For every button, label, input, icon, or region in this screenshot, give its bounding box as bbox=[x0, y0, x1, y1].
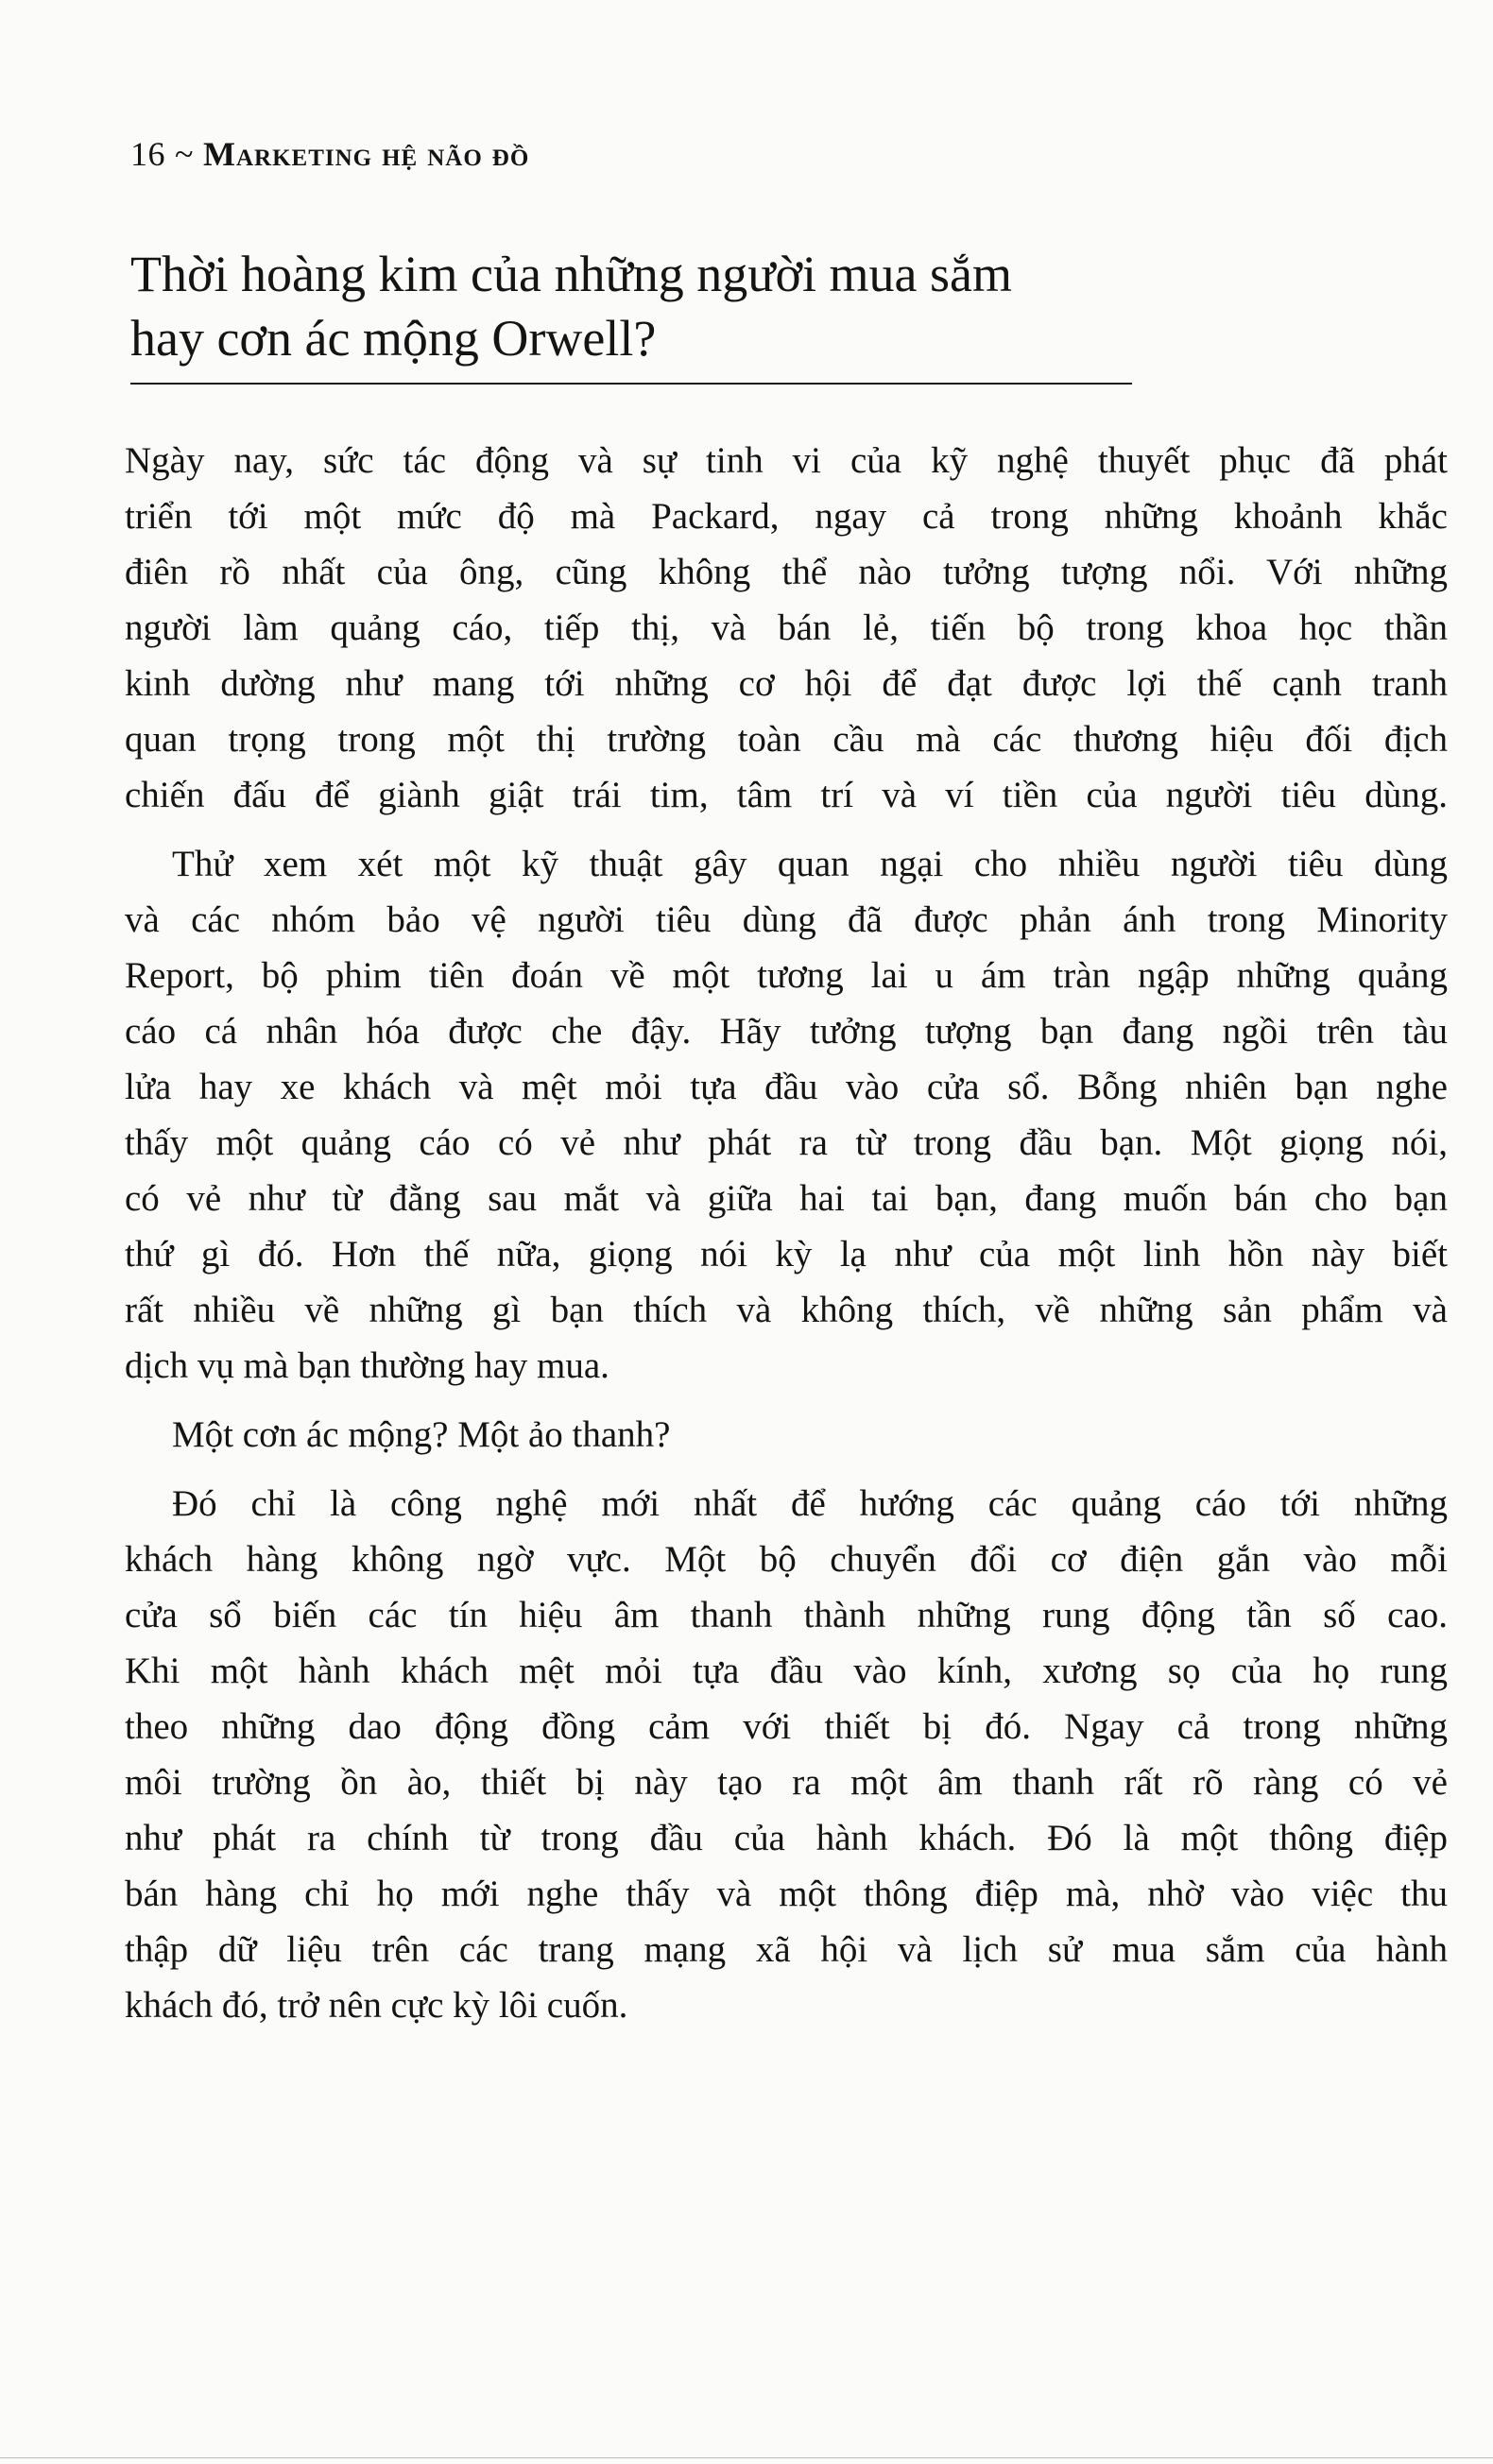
text-line: cửa sổ biến các tín hiệu âm thanh thành những rung động tần số cao. bbox=[125, 1595, 1448, 1635]
section-title bbox=[130, 242, 1170, 370]
book-title: Marketing hệ não đồ bbox=[202, 135, 530, 173]
text-line: dịch vụ mà bạn thường hay mua. bbox=[125, 1345, 609, 1386]
text-line: bán hàng chỉ họ mới nghe thấy và một thông điệp mà, nhờ vào việc thu bbox=[125, 1874, 1448, 1914]
text-line: Đó chỉ là công nghệ mới nhất để hướng các quảng cáo tới những bbox=[172, 1483, 1448, 1524]
text-line: thấy một quảng cáo có vẻ như phát ra từ trong đầu bạn. Một giọng nói, bbox=[125, 1122, 1448, 1163]
text-line: Thử xem xét một kỹ thuật gây quan ngại cho nhiều người tiêu dùng bbox=[172, 844, 1448, 884]
text-line: người làm quảng cáo, tiếp thị, và bán lẻ, tiến bộ trong khoa học thần bbox=[125, 607, 1448, 648]
paragraph-2 bbox=[125, 836, 1448, 1394]
text-line: theo những dao động đồng cảm với thiết bị đó. Ngay cả trong những bbox=[125, 1706, 1448, 1747]
text-line: rất nhiều về những gì bạn thích và không thích, về những sản phẩm và bbox=[125, 1290, 1448, 1330]
text-line: thứ gì đó. Hơn thế nữa, giọng nói kỳ lạ như của một linh hồn này biết bbox=[125, 1234, 1448, 1275]
text-line: như phát ra chính từ trong đầu của hành khách. Đó là một thông điệp bbox=[125, 1818, 1448, 1858]
text-line: điên rồ nhất của ông, cũng không thể nào tưởng tượng nổi. Với những bbox=[125, 552, 1448, 592]
text-line: thập dữ liệu trên các trang mạng xã hội và lịch sử mua sắm của hành bbox=[125, 1929, 1448, 1970]
text-line: triển tới một mức độ mà Packard, ngay cả trong những khoảnh khắc bbox=[125, 496, 1448, 537]
text-line: quan trọng trong một thị trường toàn cầu mà các thương hiệu đối địch bbox=[125, 719, 1448, 760]
text-line: cáo cá nhân hóa được che đậy. Hãy tưởng tượng bạn đang ngồi trên tàu bbox=[125, 1011, 1448, 1052]
text-line: khách hàng không ngờ vực. Một bộ chuyển đổi cơ điện gắn vào mỗi bbox=[125, 1539, 1448, 1580]
text-line: kinh dường như mang tới những cơ hội để đạt được lợi thế cạnh tranh bbox=[125, 663, 1448, 704]
page-number: 16 bbox=[130, 135, 165, 173]
running-header bbox=[130, 134, 529, 174]
text-line: khách đó, trở nên cực kỳ lôi cuốn. bbox=[125, 1985, 628, 2026]
text-line: và các nhóm bảo vệ người tiêu dùng đã được phản ánh trong Minority bbox=[125, 899, 1448, 940]
page-edge-line bbox=[0, 2457, 1493, 2458]
text-line: chiến đấu để giành giật trái tim, tâm trí và ví tiền của người tiêu dùng. bbox=[125, 775, 1448, 815]
text-line: môi trường ồn ào, thiết bị này tạo ra một âm thanh rất rõ ràng có vẻ bbox=[125, 1762, 1448, 1803]
text-line: Một cơn ác mộng? Một ảo thanh? bbox=[172, 1414, 671, 1455]
paragraph-4 bbox=[125, 1476, 1448, 2033]
section-title-line-2: hay cơn ác mộng Orwell? bbox=[130, 310, 657, 367]
paragraph-3 bbox=[125, 1407, 1448, 1463]
text-line: lửa hay xe khách và mệt mỏi tựa đầu vào cửa sổ. Bỗng nhiên bạn nghe bbox=[125, 1067, 1448, 1107]
paragraph-1 bbox=[125, 433, 1448, 823]
section-title-line-1: Thời hoàng kim của những người mua sắm bbox=[130, 246, 1013, 302]
body-text bbox=[125, 433, 1448, 2046]
title-underline bbox=[130, 383, 1132, 385]
header-separator: ~ bbox=[175, 135, 194, 173]
text-line: có vẻ như từ đằng sau mắt và giữa hai tai bạn, đang muốn bán cho bạn bbox=[125, 1178, 1448, 1219]
text-line: Khi một hành khách mệt mỏi tựa đầu vào kính, xương sọ của họ rung bbox=[125, 1651, 1448, 1691]
text-line: Report, bộ phim tiên đoán về một tương lai u ám tràn ngập những quảng bbox=[125, 955, 1448, 996]
text-line: Ngày nay, sức tác động và sự tinh vi của kỹ nghệ thuyết phục đã phát bbox=[125, 440, 1448, 481]
